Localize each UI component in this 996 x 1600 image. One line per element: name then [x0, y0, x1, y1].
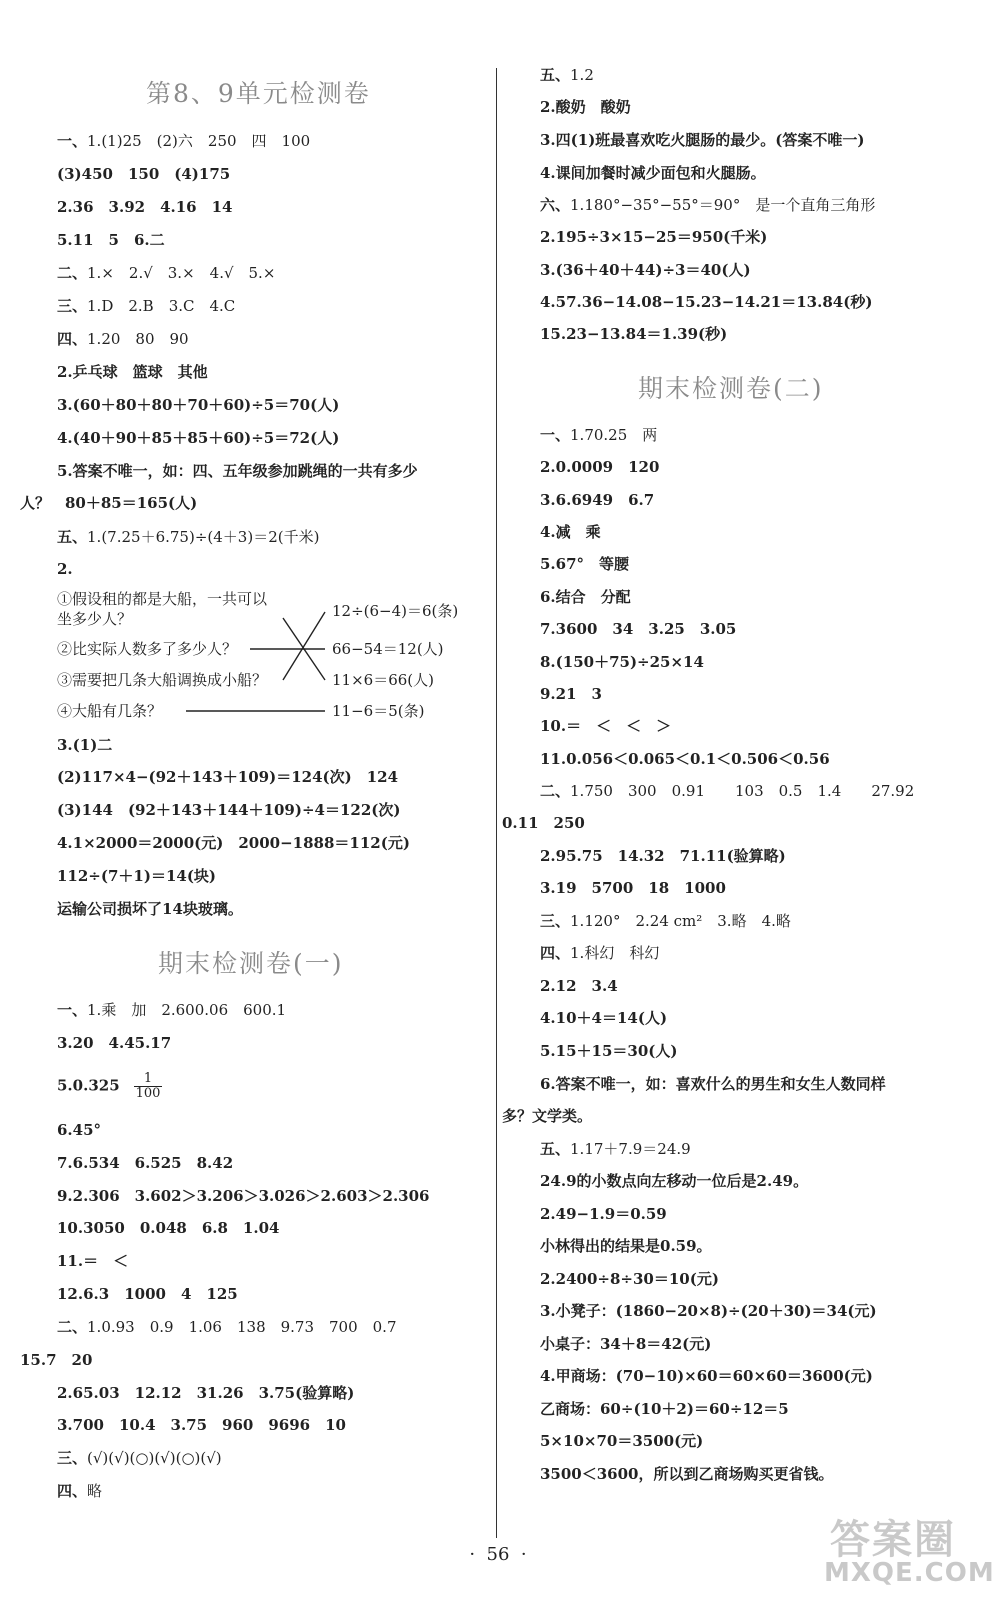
answer-line: 三、1.D 2.B 3.C 4.C [57, 297, 236, 315]
diagram-left-text: 坐多少人？ [57, 610, 133, 628]
answer-line: 2.酸奶 酸奶 [540, 98, 631, 116]
answer-line: 五、1.17＋7.9＝24.9 [540, 1140, 691, 1158]
answer-line: 0.11 250 [502, 814, 585, 832]
answer-line: 2.195÷3×15−25＝950(千米) [540, 228, 768, 246]
answer-line: 四、1.科幻 科幻 [540, 944, 660, 962]
answer-line: 小林得出的结果是0.59。 [540, 1237, 712, 1255]
answer-line: 3500＜3600，所以到乙商场购买更省钱。 [540, 1465, 834, 1483]
answer-line: 3.(60＋80＋80＋70＋60)÷5＝70(人) [57, 396, 340, 414]
column-divider [496, 68, 497, 1538]
answer-line: 5.15＋15＝30(人) [540, 1042, 678, 1060]
answer-line: 一、1.乘 加 2.600.06 600.1 [57, 1001, 287, 1019]
answer-line: 4.减 乘 [540, 523, 601, 541]
answer-line: 一、1.70.25 两 [540, 426, 658, 444]
answer-line: 2. [57, 560, 73, 578]
answer-line: 11.0.056＜0.065＜0.1＜0.506＜0.56 [540, 750, 830, 768]
answer-line: 3.19 5700 18 1000 [540, 879, 726, 897]
answer-line: 12.6.3 1000 4 125 [57, 1285, 238, 1303]
answer-line: 7.6.534 6.525 8.42 [57, 1154, 234, 1172]
matching-diagram [0, 580, 495, 730]
answer-line: 4.甲商场：(70−10)×60＝60×60＝3600(元) [540, 1367, 873, 1385]
answer-line: 6.45° [57, 1121, 102, 1139]
answer-line: 15.23−13.84＝1.39(秒) [540, 325, 728, 343]
answer-line: 小桌子：34＋8＝42(元) [540, 1335, 712, 1353]
answer-line: 10.＝ ＜ ＜ ＞ [540, 717, 672, 735]
answer-line: 3.四(1)班最喜欢吃火腿肠的最少。(答案不唯一) [540, 131, 865, 149]
watermark-logo: 答案圈 MXQE.COM [824, 1517, 995, 1588]
answer-line: 2.0.0009 120 [540, 458, 660, 476]
diagram-left-text: ②比实际人数多了多少人？ [57, 640, 238, 658]
answer-line: (3)450 150 (4)175 [57, 165, 231, 183]
diagram-right-text: 12÷(6−4)＝6(条) [332, 602, 459, 620]
page-number: · 56 · [469, 1544, 527, 1565]
answer-line: 4.课间加餐时减少面包和火腿肠。 [540, 164, 766, 182]
answer-line: 3.(36＋40＋44)÷3＝40(人) [540, 261, 751, 279]
section-title-unit-8-9: 第8、9单元检测卷 [146, 79, 371, 108]
answer-line: 5.答案不唯一，如：四、五年级参加跳绳的一共有多少 [57, 462, 418, 480]
answer-line: 24.9的小数点向左移动一位后是2.49。 [540, 1172, 809, 1190]
fraction: $\frac{1}{100}$ [135, 1071, 161, 1101]
answer-line: 11.＝ ＜ [57, 1252, 129, 1270]
answer-line: 5×10×70＝3500(元) [540, 1432, 704, 1450]
answer-line: 5.67° 等腰 [540, 555, 630, 573]
diagram-right-text: 66−54＝12(人) [332, 640, 444, 658]
answer-line: 8.(150＋75)÷25×14 [540, 653, 704, 671]
diagram-left-text: ①假设租的都是大船，一共可以 [57, 590, 268, 608]
answer-line: 多？文学类。 [502, 1107, 593, 1125]
diagram-left-text: ③需要把几条大船调换成小船？ [57, 671, 268, 689]
answer-line: 4.1×2000＝2000(元) 2000−1888＝112(元) [57, 834, 410, 852]
diagram-right-text: 11−6＝5(条) [332, 702, 425, 720]
answer-line: 五、1.(7.25＋6.75)÷(4＋3)＝2(千米) [57, 528, 320, 546]
answer-line: 9.2.306 3.602＞3.206＞3.026＞2.603＞2.306 [57, 1187, 430, 1205]
section-title-final-2: 期末检测卷(二) [638, 374, 824, 403]
answer-line: 5.11 5 6.二 [57, 231, 165, 249]
answer-line: 3.6.6949 6.7 [540, 491, 655, 509]
answer-line: 4.(40＋90＋85＋85＋60)÷5＝72(人) [57, 429, 340, 447]
answer-line: 2.36 3.92 4.16 14 [57, 198, 233, 216]
answer-line: 3.700 10.4 3.75 960 9696 10 [57, 1416, 346, 1434]
section-title-final-1: 期末检测卷(一) [158, 949, 344, 978]
answer-line: 3.小凳子：(1860−20×8)÷(20＋30)＝34(元) [540, 1302, 877, 1320]
answer-line: 四、略 [57, 1482, 103, 1500]
answer-line: 乙商场：60÷(10＋2)＝60÷12＝5 [540, 1400, 789, 1418]
answer-line: 2.乒乓球 篮球 其他 [57, 363, 208, 381]
answer-line: 人？ 80＋85＝165(人) [20, 494, 198, 512]
answer-line: 5.0.325 $\frac{1}{100}$ [57, 1071, 161, 1101]
answer-line: 15.7 20 [20, 1351, 93, 1369]
answer-line: 三、(√)(√)(○)(√)(○)(√) [57, 1449, 222, 1467]
answer-line: 2.65.03 12.12 31.26 3.75(验算略) [57, 1384, 355, 1402]
answer-line: 运输公司损坏了14块玻璃。 [57, 900, 243, 918]
answer-line: 9.21 3 [540, 685, 602, 703]
diagram-left-text: ④大船有几条？ [57, 702, 163, 720]
answer-line: 4.10＋4＝14(人) [540, 1009, 668, 1027]
answer-line: 五、1.2 [540, 66, 594, 84]
answer-line: 3.(1)二 [57, 736, 113, 754]
answer-line: 4.57.36−14.08−15.23−14.21＝13.84(秒) [540, 293, 873, 311]
answer-line: 3.20 4.45.17 [57, 1034, 172, 1052]
answer-line: 6.结合 分配 [540, 588, 631, 606]
answer-line: 7.3600 34 3.25 3.05 [540, 620, 737, 638]
answer-line: 2.95.75 14.32 71.11(验算略) [540, 847, 786, 865]
answer-line: 2.12 3.4 [540, 977, 618, 995]
answer-line: 112÷(7＋1)＝14(块) [57, 867, 217, 885]
answer-line: 二、1.× 2.√ 3.× 4.√ 5.× [57, 264, 276, 282]
answer-line: 10.3050 0.048 6.8 1.04 [57, 1219, 280, 1237]
answer-line: 二、1.750 300 0.91 103 0.5 1.4 27.92 [540, 782, 915, 800]
answer-line: 二、1.0.93 0.9 1.06 138 9.73 700 0.7 [57, 1318, 397, 1336]
answer-line: (2)117×4−(92＋143＋109)＝124(次) 124 [57, 768, 399, 786]
answer-line: 四、1.20 80 90 [57, 330, 189, 348]
answer-line: 2.49−1.9＝0.59 [540, 1205, 667, 1223]
answer-line: (3)144 (92＋143＋144＋109)÷4＝122(次) [57, 801, 401, 819]
answer-line: 一、1.(1)25 (2)六 250 四 100 [57, 132, 311, 150]
answer-line: 6.答案不唯一，如：喜欢什么的男生和女生人数同样 [540, 1075, 886, 1093]
answer-line: 三、1.120° 2.24 cm² 3.略 4.略 [540, 912, 791, 930]
answer-line: 六、1.180°−35°−55°＝90° 是一个直角三角形 [540, 196, 876, 214]
diagram-right-text: 11×6＝66(人) [332, 671, 434, 689]
answer-line: 2.2400÷8÷30＝10(元) [540, 1270, 719, 1288]
